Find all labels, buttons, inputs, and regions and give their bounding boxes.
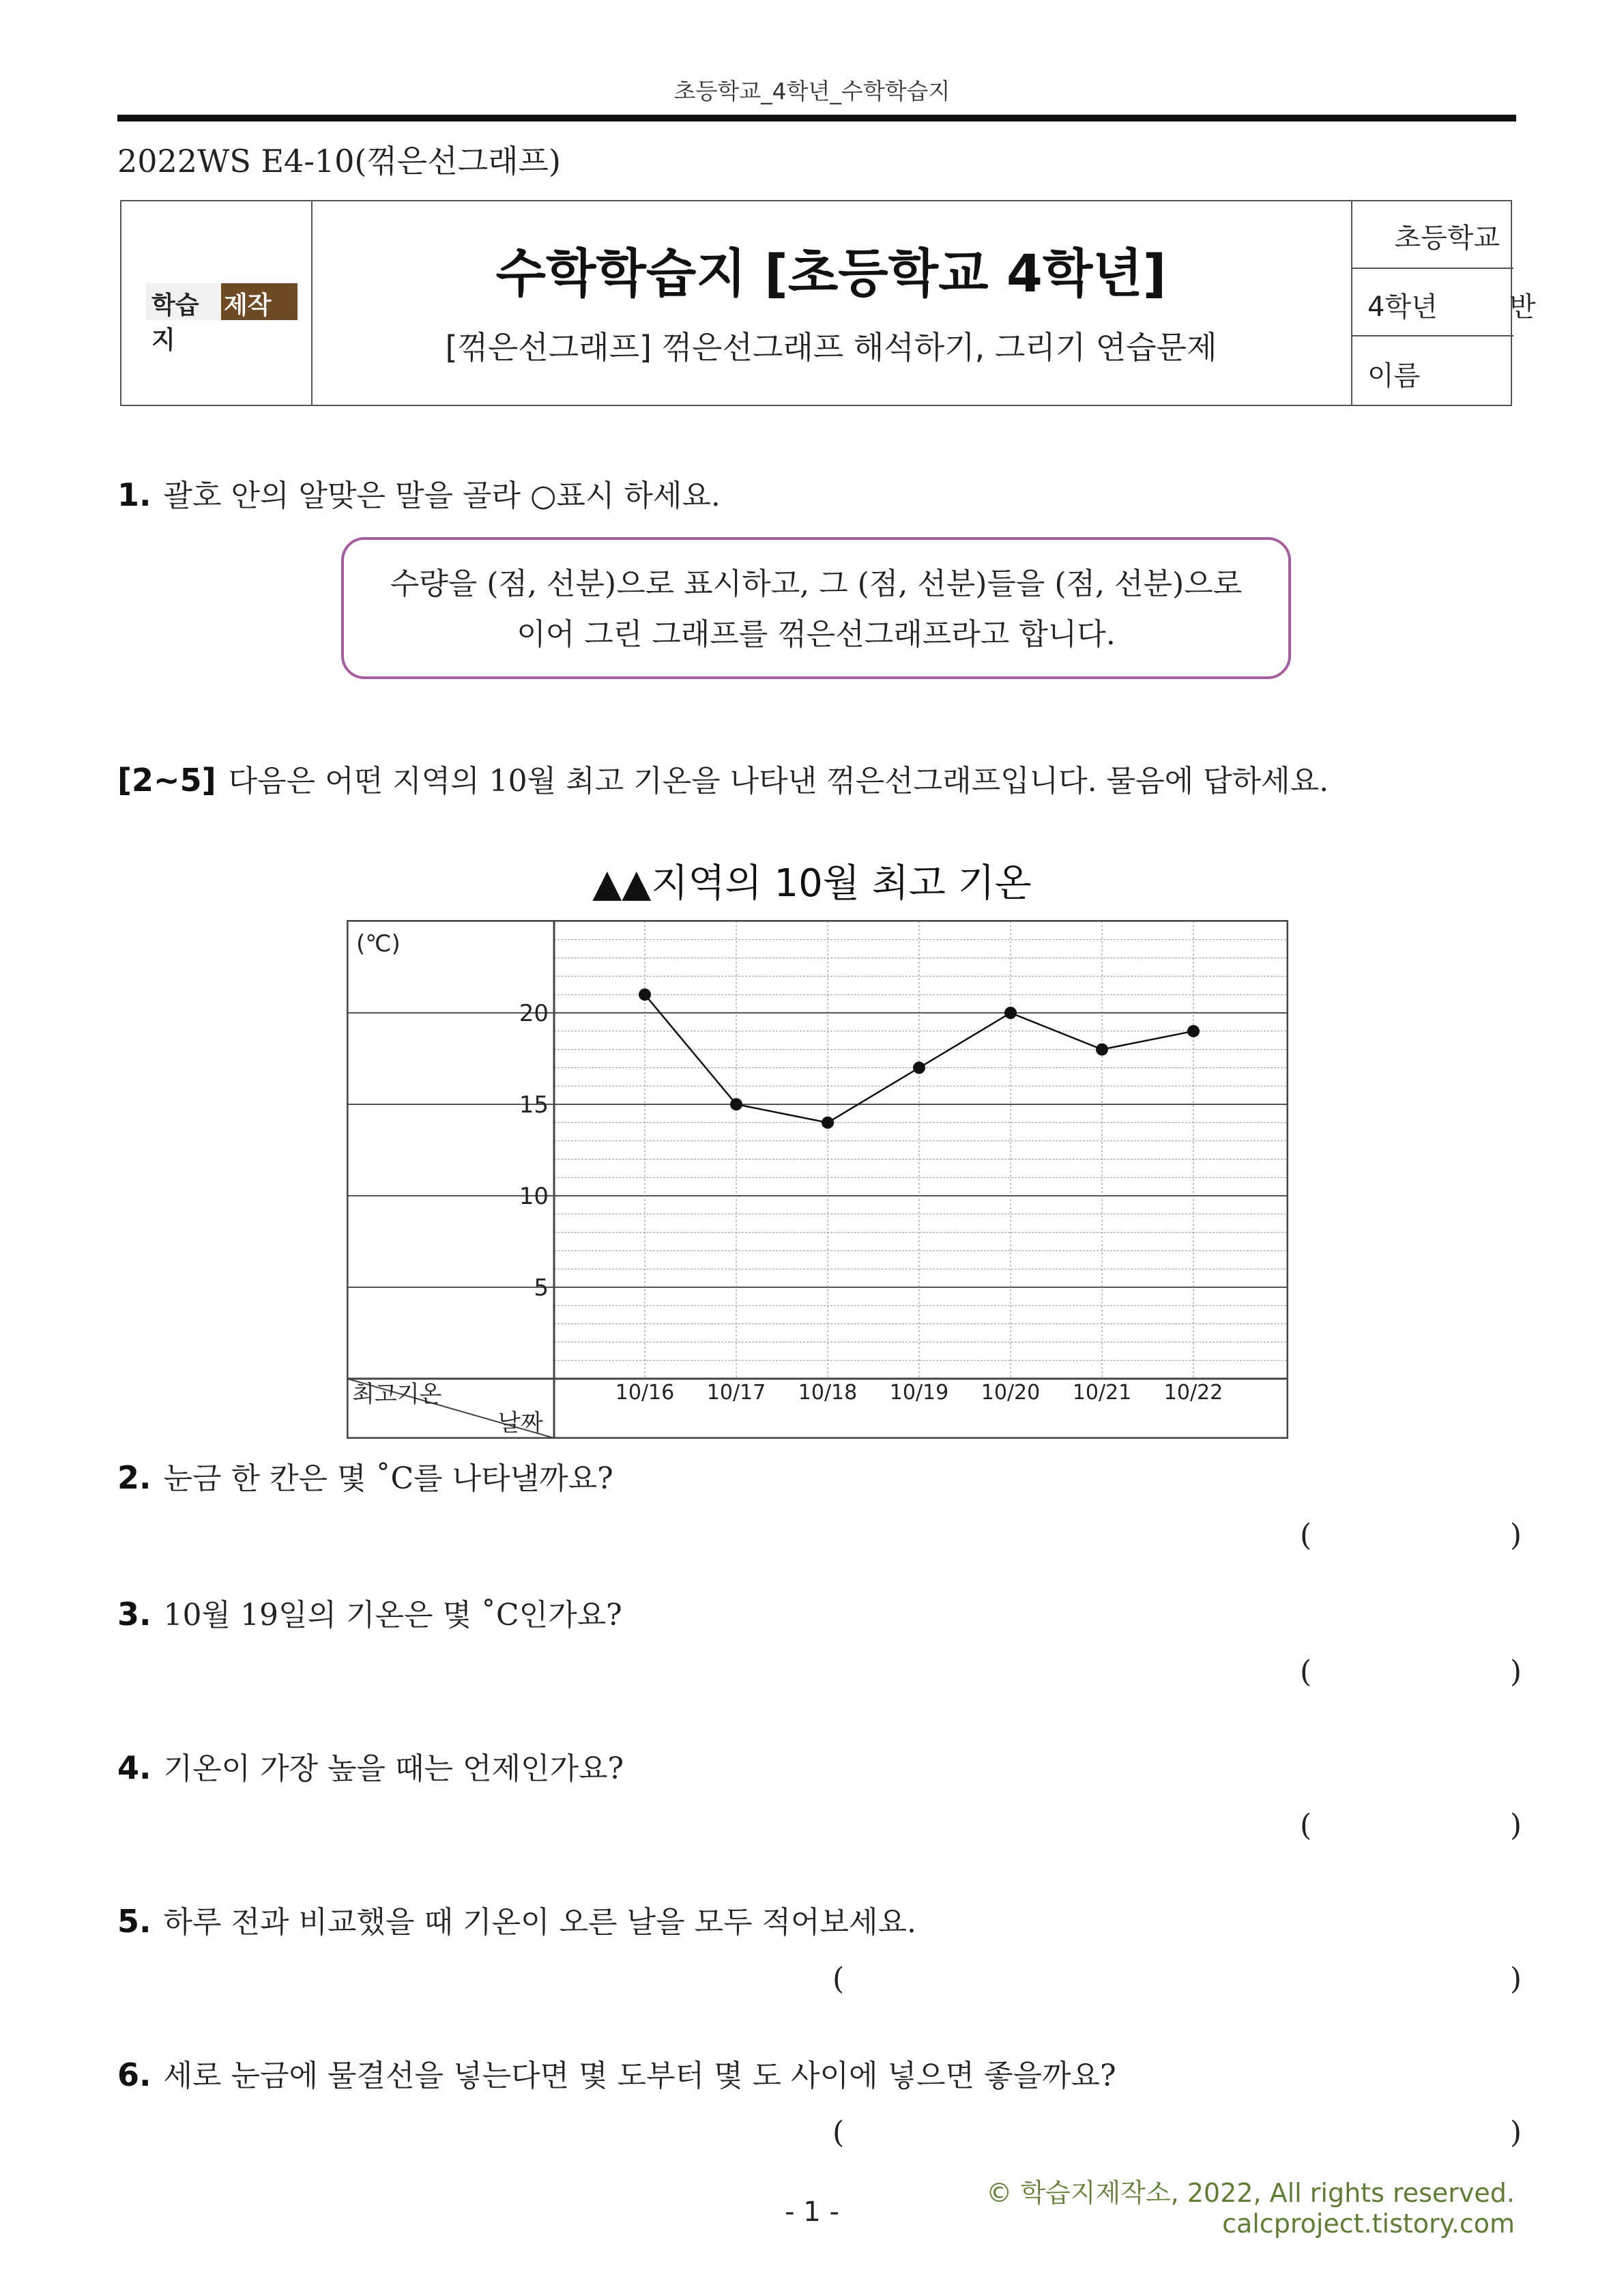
question-number: 3. [117, 1596, 151, 1633]
data-point [1096, 1044, 1108, 1056]
question-number: 2. [117, 1459, 151, 1496]
x-tick-label: 10/20 [981, 1381, 1041, 1405]
chart-grid [347, 921, 1288, 1379]
paren-open: ( [1300, 1518, 1312, 1553]
question-text: 눈금 한 칸은 몇 ˚C를 나타낼까요? [163, 1461, 613, 1496]
unit-label: (℃) [356, 930, 401, 958]
data-point [639, 988, 651, 1001]
data-point [1187, 1025, 1200, 1037]
y-tick-label: 5 [534, 1274, 549, 1302]
concept-line-1[interactable]: 수량을 (점, 선분)으로 표시하고, 그 (점, 선분)들을 (점, 선분)으로 [390, 566, 1243, 601]
x-tick-label: 10/22 [1163, 1381, 1223, 1405]
answer-field[interactable] [1300, 1654, 1522, 1695]
concept-box [341, 537, 1291, 679]
answer-field[interactable] [1300, 1518, 1522, 1559]
y-tick-label: 20 [519, 1000, 549, 1027]
question-text: 10월 19일의 기온은 몇 ˚C인가요? [163, 1598, 622, 1633]
main-title: 수학학습지 [초등학교 4학년] [495, 243, 1167, 304]
question-2 [117, 1454, 613, 1497]
question-number: 1. [117, 476, 151, 513]
x-tick-label: 10/19 [889, 1381, 949, 1405]
question-number: 6. [117, 2056, 151, 2093]
copyright-notice: © 학습지제작소, 2022, All rights reserved. [986, 2178, 1515, 2208]
paren-close: ) [1509, 1962, 1522, 1996]
question-1 [117, 471, 721, 515]
sub-title: [꺾은선그래프] 꺾은선그래프 해석하기, 그리기 연습문제 [445, 329, 1217, 366]
question-text: 하루 전과 비교했을 때 기온이 오른 날을 모두 적어보세요. [163, 1905, 916, 1940]
x-tick-label: 10/18 [798, 1381, 858, 1405]
x-tick-label: 10/16 [615, 1381, 675, 1405]
paren-open: ( [1300, 1654, 1312, 1689]
data-point [1004, 1007, 1017, 1019]
paren-close: ) [1509, 2115, 1522, 2150]
paren-open: ( [832, 1962, 845, 1996]
data-point [822, 1117, 834, 1129]
question-5 [117, 1897, 916, 1941]
page-header: 초등학교_4학년_수학학습지 [673, 78, 951, 104]
school-row: 초등학교 [1352, 201, 1513, 269]
question-6 [117, 2051, 1116, 2095]
title-table [120, 200, 1536, 406]
answer-field[interactable] [1300, 1808, 1522, 1849]
concept-line-2: 이어 그린 그래프를 꺾은선그래프라고 합니다. [517, 617, 1116, 652]
y-tick-label: 15 [519, 1091, 549, 1119]
question-text: 세로 눈금에 물결선을 넣는다면 몇 도부터 몇 도 사이에 넣으면 좋을까요? [163, 2058, 1116, 2093]
answer-field[interactable] [832, 1962, 1522, 2003]
paren-open: ( [832, 2115, 845, 2150]
answer-field[interactable] [832, 2115, 1522, 2156]
paren-close: ) [1509, 1654, 1522, 1689]
y-tick-label: 10 [519, 1183, 549, 1210]
site-url[interactable]: calcproject.tistory.com [1222, 2209, 1515, 2239]
series-line [645, 994, 1193, 1123]
paren-open: ( [1300, 1808, 1312, 1843]
name-row[interactable]: 이름 [1367, 360, 1421, 392]
section-intro [117, 756, 1329, 800]
question-number: 4. [117, 1749, 151, 1786]
student-info-cell [1351, 201, 1536, 405]
section-number: [2~5] [117, 762, 216, 799]
question-3 [117, 1590, 622, 1634]
x-tick-label: 10/17 [706, 1381, 766, 1405]
question-text: 기온이 가장 높을 때는 언제인가요? [163, 1751, 624, 1786]
paren-close: ) [1509, 1808, 1522, 1843]
publisher-logo: 학습지 제작소 [146, 283, 298, 320]
data-point [913, 1061, 925, 1074]
corner-bottom-label: 날짜 [498, 1409, 543, 1437]
x-tick-label: 10/21 [1072, 1381, 1132, 1405]
line-chart [347, 920, 1288, 1439]
logo-cell [121, 201, 313, 405]
page-number: - 1 - [785, 2196, 839, 2228]
section-text: 다음은 어떤 지역의 10월 최고 기온을 나타낸 꺾은선그래프입니다. 물음에 답하세요. [228, 764, 1329, 799]
header-rule [117, 115, 1516, 121]
question-text: 괄호 안의 알맞은 말을 골라 ○표시 하세요. [163, 478, 721, 513]
question-number: 5. [117, 1903, 151, 1940]
question-4 [117, 1744, 624, 1788]
corner-top-label: 최고기온 [352, 1381, 442, 1408]
data-point [730, 1098, 742, 1110]
grade-row[interactable]: 4학년 반 [1352, 269, 1513, 336]
chart-title: ▲▲지역의 10월 최고 기온 [592, 861, 1032, 906]
worksheet-code: 2022WS E4-10(꺾은선그래프) [117, 143, 561, 180]
paren-close: ) [1509, 1518, 1522, 1553]
